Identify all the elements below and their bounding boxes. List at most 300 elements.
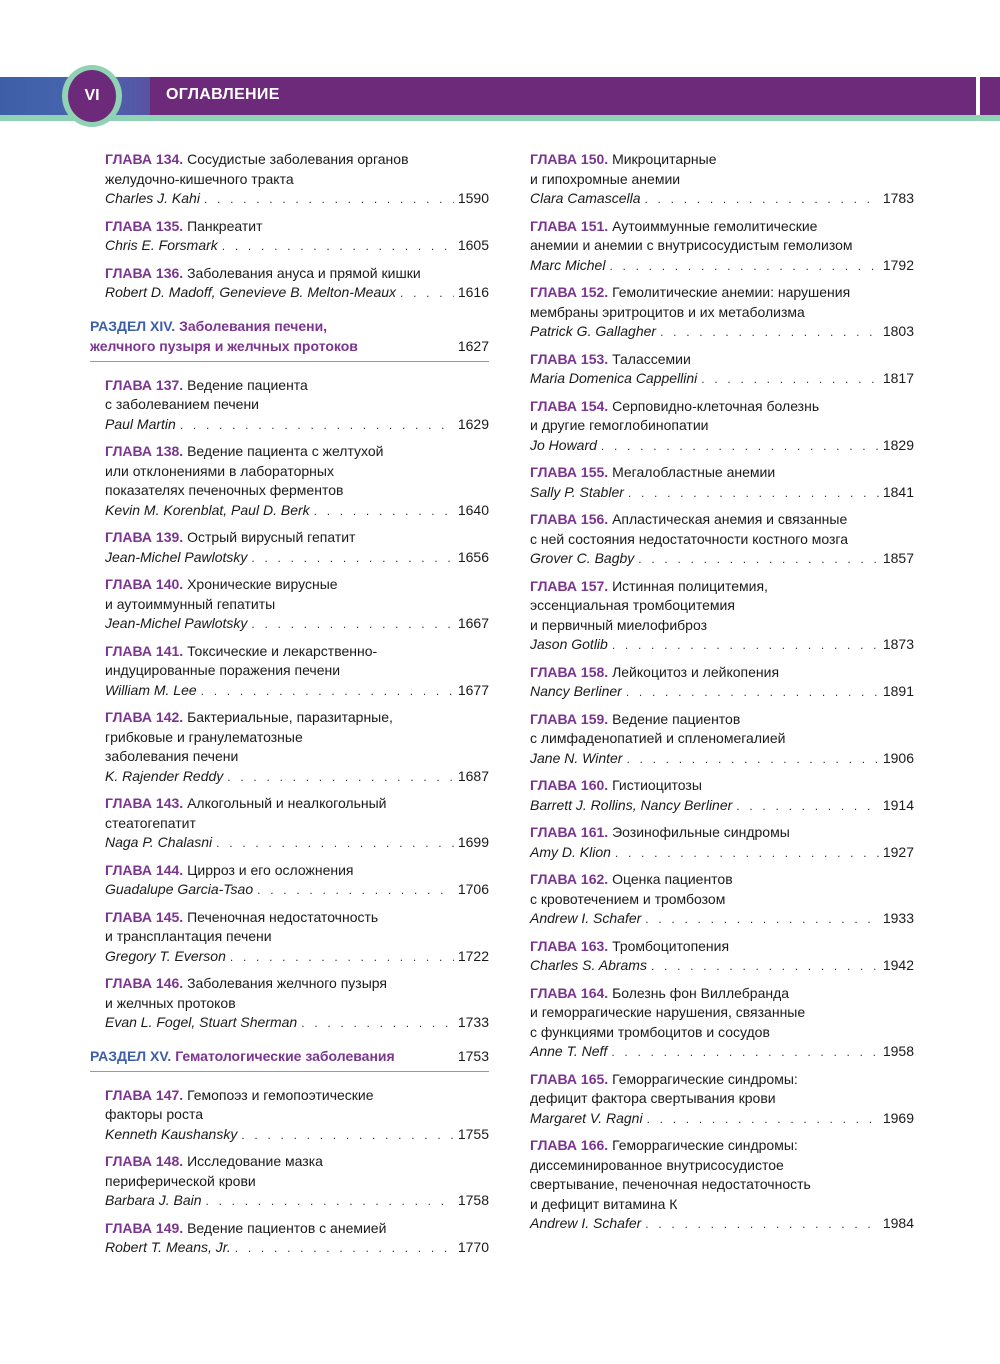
chapter-label: ГЛАВА 140. [105, 576, 188, 592]
chapter-title: Острый вирусный гепатит [187, 529, 356, 545]
chapter-title-line [530, 1136, 914, 1156]
chapter-title: Истинная полицитемия, [612, 577, 768, 594]
dot-leader [628, 484, 879, 504]
chapter-title: Микроцитарные [612, 151, 717, 167]
chapter-page-number: 1927 [882, 843, 914, 860]
chapter-title-line [105, 794, 489, 814]
chapter-title: и гипохромные анемии [530, 170, 681, 187]
chapter-author: Andrew I. Schafer [530, 1215, 642, 1231]
chapter-author: Chris E. Forsmark [105, 237, 218, 253]
chapter-author-row [530, 189, 914, 210]
chapter-title-line [530, 596, 914, 616]
chapter-author-row [105, 236, 489, 257]
section-label: РАЗДЕЛ XV. [90, 1047, 176, 1064]
chapter-title: Гемолитические анемии: нарушения [612, 284, 851, 300]
chapter-title-line [530, 1089, 914, 1109]
chapter-title: и первичный миелофиброз [530, 616, 707, 633]
chapter-title-line [105, 1086, 489, 1106]
toc-chapter[interactable] [105, 708, 489, 787]
chapter-title-line [530, 416, 914, 436]
chapter-title: и другие гемоглобинопатии [530, 417, 709, 433]
chapter-author-row [530, 436, 914, 457]
chapter-title-line [530, 1003, 914, 1023]
chapter-author-row [105, 1191, 489, 1212]
chapter-label: ГЛАВА 146. [105, 975, 188, 991]
chapter-label: ГЛАВА 134. [105, 151, 188, 167]
chapter-author-row [530, 369, 914, 390]
chapter-page-number: 1857 [882, 550, 914, 566]
chapter-title-line [530, 236, 914, 256]
chapter-title-line [530, 729, 914, 749]
chapter-label: ГЛАВА 150. [530, 151, 613, 167]
chapter-author-row [530, 1214, 914, 1235]
chapter-label: ГЛАВА 136. [105, 264, 188, 281]
chapter-label: ГЛАВА 153. [530, 350, 613, 367]
dot-leader [206, 1192, 454, 1212]
chapter-title: Ведение пациентов с анемией [187, 1219, 387, 1236]
toc-chapter[interactable] [530, 150, 914, 210]
chapter-label: ГЛАВА 161. [530, 824, 613, 840]
toc-chapter[interactable] [530, 823, 914, 863]
chapter-author: Jason Gotlib [530, 636, 608, 652]
toc-chapter[interactable] [530, 397, 914, 457]
toc-chapter[interactable] [530, 984, 914, 1063]
toc-chapter[interactable] [530, 463, 914, 503]
chapter-label: ГЛАВА 157. [530, 577, 613, 594]
chapter-author: Robert D. Madoff, Genevieve B. Melton-Meaux [105, 284, 397, 300]
chapter-title-line [105, 1172, 489, 1192]
chapter-author: Marc Michel [530, 256, 606, 273]
chapter-label: ГЛАВА 154. [530, 397, 613, 414]
chapter-author: Amy D. Klion [530, 843, 611, 860]
toc-section[interactable] [90, 316, 489, 362]
chapter-author-row [530, 796, 914, 817]
chapter-title-line [105, 747, 489, 767]
chapter-author-row [530, 549, 914, 570]
dot-leader [645, 1215, 879, 1235]
chapter-author: Sally P. Stabler [530, 483, 624, 500]
chapter-page-number: 1640 [457, 501, 489, 518]
dot-leader [235, 1239, 454, 1259]
chapter-label: ГЛАВА 149. [105, 1219, 188, 1236]
chapter-label: ГЛАВА 147. [105, 1086, 188, 1103]
section-title: Заболевания печени, [179, 317, 328, 334]
chapter-title-line [530, 350, 914, 370]
chapter-title-line [530, 937, 914, 957]
chapter-author: Nancy Berliner [530, 683, 622, 699]
chapter-label: ГЛАВА 164. [530, 984, 613, 1001]
chapter-author-row [530, 322, 914, 343]
dot-leader [301, 1014, 454, 1034]
chapter-author-row [530, 909, 914, 930]
chapter-page-number: 1984 [882, 1215, 914, 1231]
chapter-title-line [530, 217, 914, 237]
chapter-label: ГЛАВА 143. [105, 795, 188, 811]
chapter-author: Patrick G. Gallagher [530, 323, 657, 339]
chapter-title-line [530, 170, 914, 190]
chapter-title-line [105, 927, 489, 947]
chapter-label: ГЛАВА 160. [530, 777, 613, 793]
chapter-title-line [105, 642, 489, 662]
chapter-title: Ведение пациента с желтухой [187, 443, 384, 459]
chapter-page-number: 1605 [457, 237, 489, 253]
chapter-title-line [530, 663, 914, 683]
dot-leader [601, 437, 879, 457]
chapter-title: Токсические и лекарственно- [187, 642, 378, 659]
chapter-title-line [105, 395, 489, 415]
chapter-author-row [105, 767, 489, 788]
toc-chapter[interactable] [530, 870, 914, 930]
chapter-label: ГЛАВА 166. [530, 1137, 613, 1153]
chapter-title: Заболевания желчного пузыря [187, 975, 387, 991]
chapter-title-line [105, 1219, 489, 1239]
chapter-author: Andrew I. Schafer [530, 910, 642, 926]
chapter-title-line [105, 528, 489, 548]
chapter-title: Апластическая анемия и связанные [612, 511, 848, 527]
chapter-title-line [530, 870, 914, 890]
chapter-label: ГЛАВА 151. [530, 217, 613, 234]
toc-chapter[interactable] [105, 794, 489, 854]
chapter-title: дефицит фактора свертывания крови [530, 1090, 776, 1106]
chapter-title: Мегалобластные анемии [612, 464, 776, 480]
chapter-title-line [530, 283, 914, 303]
chapter-title: периферической крови [105, 1172, 256, 1189]
chapter-title: желудочно-кишечного тракта [105, 170, 294, 187]
chapter-page-number: 1817 [882, 370, 914, 386]
dot-leader [701, 370, 879, 390]
toc-chapter[interactable] [530, 1070, 914, 1130]
chapter-title: Цирроз и его осложнения [187, 861, 354, 878]
chapter-page-number: 1933 [882, 910, 914, 926]
toc-chapter[interactable] [105, 642, 489, 702]
chapter-title-line [105, 170, 489, 190]
chapter-title: Исследование мазка [187, 1153, 323, 1169]
dot-leader [626, 750, 878, 770]
chapter-title: заболевания печени [105, 748, 239, 764]
section-page-number: 1753 [457, 1047, 489, 1064]
chapter-title-line [530, 616, 914, 636]
chapter-label: ГЛАВА 145. [105, 908, 188, 925]
chapter-title: и желчных протоков [105, 994, 236, 1011]
chapter-title-line [105, 150, 489, 170]
toc-chapter[interactable] [530, 217, 914, 277]
chapter-title: свертывание, печеночная недостаточность [530, 1176, 811, 1192]
chapter-author: Evan L. Fogel, Stuart Sherman [105, 1014, 298, 1030]
chapter-author: Paul Martin [105, 415, 176, 432]
chapter-label: ГЛАВА 141. [105, 642, 188, 659]
chapter-page-number: 1699 [457, 834, 489, 850]
chapter-author-row [530, 635, 914, 656]
toc-chapter[interactable] [530, 663, 914, 703]
chapter-author: Guadalupe Garcia-Tsao [105, 881, 254, 897]
section-heading [90, 316, 327, 336]
chapter-title: Гистиоцитозы [612, 777, 702, 793]
chapter-author-row [105, 548, 489, 569]
chapter-author-row [105, 1238, 489, 1259]
chapter-page-number: 1803 [882, 323, 914, 339]
chapter-author: Jean-Michel Pawlotsky [105, 615, 248, 631]
chapter-title-line [105, 575, 489, 595]
toc-chapter[interactable] [530, 937, 914, 977]
chapter-title: факторы роста [105, 1106, 203, 1122]
chapter-title-line [105, 974, 489, 994]
chapter-title-line [530, 890, 914, 910]
chapter-author-row [530, 1042, 914, 1063]
page-title: ОГЛАВЛЕНИЕ [166, 86, 280, 103]
chapter-page-number: 1616 [457, 284, 489, 300]
chapter-author: Robert T. Means, Jr. [105, 1239, 231, 1255]
chapter-title: мембраны эритроцитов и их метаболизма [530, 303, 805, 320]
chapter-title-line [105, 376, 489, 396]
toc-chapter[interactable] [105, 528, 489, 568]
chapter-title: с функциями тромбоцитов и сосудов [530, 1023, 770, 1040]
dot-leader [615, 844, 879, 864]
chapter-title-line [530, 463, 914, 483]
section-heading [90, 1046, 395, 1066]
toc-chapter[interactable] [105, 442, 489, 521]
dot-leader [230, 948, 454, 968]
dot-leader [400, 284, 454, 304]
chapter-label: ГЛАВА 138. [105, 443, 188, 459]
dot-leader [204, 190, 454, 210]
toc-chapter[interactable] [105, 264, 489, 304]
chapter-author: Charles J. Kahi [105, 190, 200, 206]
header-band-right [980, 77, 1000, 115]
chapter-title-line [530, 397, 914, 417]
chapter-page-number: 1722 [457, 947, 489, 964]
chapter-title-line [530, 984, 914, 1004]
chapter-label: ГЛАВА 152. [530, 284, 613, 300]
chapter-author: Jane N. Winter [530, 749, 623, 766]
chapter-author: Barbara J. Bain [105, 1192, 202, 1208]
chapter-author: Gregory T. Everson [105, 947, 226, 964]
chapter-author-row [105, 283, 489, 304]
chapter-page-number: 1783 [882, 190, 914, 206]
chapter-page-number: 1873 [882, 636, 914, 652]
dot-leader [227, 768, 454, 788]
chapter-title-line [105, 217, 489, 237]
section-title: Гематологические заболевания [175, 1047, 395, 1064]
chapter-author: Kenneth Kaushansky [105, 1125, 238, 1142]
dot-leader [180, 416, 454, 436]
chapter-author: William M. Lee [105, 681, 197, 698]
dot-leader [222, 237, 454, 257]
chapter-author: Charles S. Abrams [530, 957, 647, 973]
toc-chapter[interactable] [105, 861, 489, 901]
chapter-author-row [530, 749, 914, 770]
chapter-page-number: 1656 [457, 548, 489, 565]
chapter-page-number: 1958 [882, 1043, 914, 1059]
chapter-title: и трансплантация печени [105, 928, 272, 944]
toc-chapter[interactable] [105, 1152, 489, 1212]
page-number-badge [68, 70, 116, 122]
toc-right-column [530, 150, 914, 1242]
chapter-title: диссеминированное внутрисосудистое [530, 1156, 784, 1173]
dot-leader [647, 1110, 879, 1130]
chapter-author: Clara Camascella [530, 190, 641, 206]
chapter-page-number: 1792 [882, 256, 914, 273]
chapter-title: Геморрагические синдромы: [612, 1137, 798, 1153]
toc-chapter[interactable] [105, 908, 489, 968]
page-number: VI [84, 87, 100, 104]
chapter-title-line [105, 728, 489, 748]
toc-left-column [90, 150, 489, 1266]
section-line [90, 316, 489, 336]
toc-section[interactable] [90, 1046, 489, 1072]
toc-chapter[interactable] [105, 376, 489, 436]
chapter-page-number: 1829 [882, 436, 914, 453]
chapter-page-number: 1906 [882, 749, 914, 766]
chapter-author: Margaret V. Ragni [530, 1109, 643, 1126]
chapter-author-row [530, 843, 914, 864]
dot-leader [612, 636, 879, 656]
chapter-title-line [105, 1105, 489, 1125]
toc-chapter[interactable] [105, 1219, 489, 1259]
chapter-author: Maria Domenica Cappellini [530, 370, 698, 386]
chapter-author-row [105, 1125, 489, 1146]
chapter-label: ГЛАВА 137. [105, 376, 188, 393]
toc-chapter[interactable] [530, 776, 914, 816]
chapter-author-row [530, 1109, 914, 1130]
chapter-author-row [105, 189, 489, 210]
chapter-title: Ведение пациента [187, 376, 308, 393]
chapter-page-number: 1677 [457, 681, 489, 698]
chapter-author: Kevin M. Korenblat, Paul D. Berk [105, 501, 310, 518]
chapter-page-number: 1841 [882, 483, 914, 500]
chapter-title: индуцированные поражения печени [105, 662, 341, 678]
dot-leader [251, 615, 453, 635]
chapter-title: стеатогепатит [105, 814, 196, 831]
chapter-page-number: 1755 [457, 1125, 489, 1142]
chapter-author: Anne T. Neff [530, 1043, 608, 1059]
dot-leader [736, 797, 879, 817]
chapter-author-row [105, 501, 489, 522]
toc-chapter[interactable] [530, 350, 914, 390]
header-accent-line [0, 115, 1000, 121]
toc-chapter[interactable] [105, 1086, 489, 1146]
chapter-title-line [105, 264, 489, 284]
chapter-title-line [530, 1195, 914, 1215]
section-label: РАЗДЕЛ XIV. [90, 317, 180, 334]
dot-leader [626, 683, 879, 703]
chapter-title-line [530, 823, 914, 843]
chapter-author-row [530, 956, 914, 977]
chapter-title-line [105, 708, 489, 728]
chapter-author: Jo Howard [530, 436, 597, 453]
chapter-title: Лейкоцитоз и лейкопения [612, 663, 780, 680]
chapter-label: ГЛАВА 144. [105, 861, 188, 878]
chapter-label: ГЛАВА 135. [105, 217, 188, 234]
dot-leader [644, 190, 878, 210]
chapter-author: K. Rajender Reddy [105, 767, 224, 784]
toc-chapter[interactable] [530, 577, 914, 656]
section-heading [90, 336, 358, 356]
chapter-title-line [530, 510, 914, 530]
dot-leader [611, 1043, 879, 1063]
section-line [90, 336, 489, 356]
chapter-title: Талассемии [612, 350, 691, 367]
toc-chapter[interactable] [530, 1136, 914, 1235]
dot-leader [609, 257, 878, 277]
chapter-title-line [105, 908, 489, 928]
section-line [90, 1046, 489, 1066]
chapter-title-line [105, 442, 489, 462]
chapter-label: ГЛАВА 142. [105, 709, 188, 725]
dot-leader [201, 682, 454, 702]
chapter-page-number: 1733 [457, 1014, 489, 1030]
chapter-title: с ней состояния недостаточности костного мозга [530, 530, 849, 547]
chapter-author: Naga P. Chalasni [105, 834, 213, 850]
chapter-page-number: 1758 [457, 1192, 489, 1208]
chapter-author-row [530, 256, 914, 277]
chapter-label: ГЛАВА 139. [105, 529, 188, 545]
chapter-title: Гемопоэз и гемопоэтические [187, 1086, 374, 1103]
chapter-page-number: 1687 [457, 767, 489, 784]
toc-chapter[interactable] [105, 150, 489, 210]
chapter-title: Панкреатит [187, 217, 263, 234]
toc-chapter[interactable] [105, 217, 489, 257]
chapter-title-line [105, 462, 489, 482]
chapter-page-number: 1891 [882, 683, 914, 699]
chapter-title: Печеночная недостаточность [187, 908, 379, 925]
chapter-label: ГЛАВА 165. [530, 1070, 613, 1087]
chapter-title: Бактериальные, паразитарные, [187, 709, 393, 725]
dot-leader [314, 502, 454, 522]
chapter-author-row [105, 614, 489, 635]
toc-chapter[interactable] [105, 575, 489, 635]
chapter-label: ГЛАВА 155. [530, 464, 613, 480]
dot-leader [257, 881, 454, 901]
chapter-title-line [530, 710, 914, 730]
dot-leader [645, 910, 879, 930]
dot-leader [638, 550, 879, 570]
section-page-number: 1627 [457, 337, 489, 354]
chapter-title: Геморрагические синдромы: [612, 1070, 798, 1087]
chapter-title-line [105, 481, 489, 501]
chapter-title-line [530, 776, 914, 796]
chapter-title: Болезнь фон Виллебранда [612, 984, 790, 1001]
dot-leader [241, 1126, 454, 1146]
chapter-title-line [105, 595, 489, 615]
chapter-title: с заболеванием печени [105, 396, 259, 412]
toc-chapter[interactable] [530, 710, 914, 770]
chapter-title: Эозинофильные синдромы [612, 824, 790, 840]
chapter-title: Ведение пациентов [612, 710, 741, 727]
chapter-author-row [530, 682, 914, 703]
chapter-title: показателях печеночных ферментов [105, 482, 344, 498]
chapter-title: и геморрагические нарушения, связанные [530, 1004, 806, 1020]
chapter-title: эссенциальная тромбоцитемия [530, 597, 735, 613]
chapter-title-line [530, 150, 914, 170]
chapter-title-line [530, 1175, 914, 1195]
chapter-title-line [105, 861, 489, 881]
toc-chapter[interactable] [530, 283, 914, 343]
dot-leader [251, 549, 453, 569]
chapter-title: с кровотечением и тромбозом [530, 890, 726, 907]
chapter-title: и дефицит витамина К [530, 1195, 678, 1212]
chapter-author-row [105, 880, 489, 901]
chapter-page-number: 1969 [882, 1109, 914, 1126]
chapter-title: грибковые и гранулематозные [105, 728, 303, 745]
chapter-title: с лимфаденопатией и спленомегалией [530, 730, 786, 746]
chapter-author-row [530, 483, 914, 504]
chapter-title-line [530, 577, 914, 597]
toc-chapter[interactable] [530, 510, 914, 570]
chapter-label: ГЛАВА 163. [530, 937, 613, 954]
chapter-label: ГЛАВА 156. [530, 511, 613, 527]
chapter-label: ГЛАВА 159. [530, 710, 613, 727]
toc-chapter[interactable] [105, 974, 489, 1034]
